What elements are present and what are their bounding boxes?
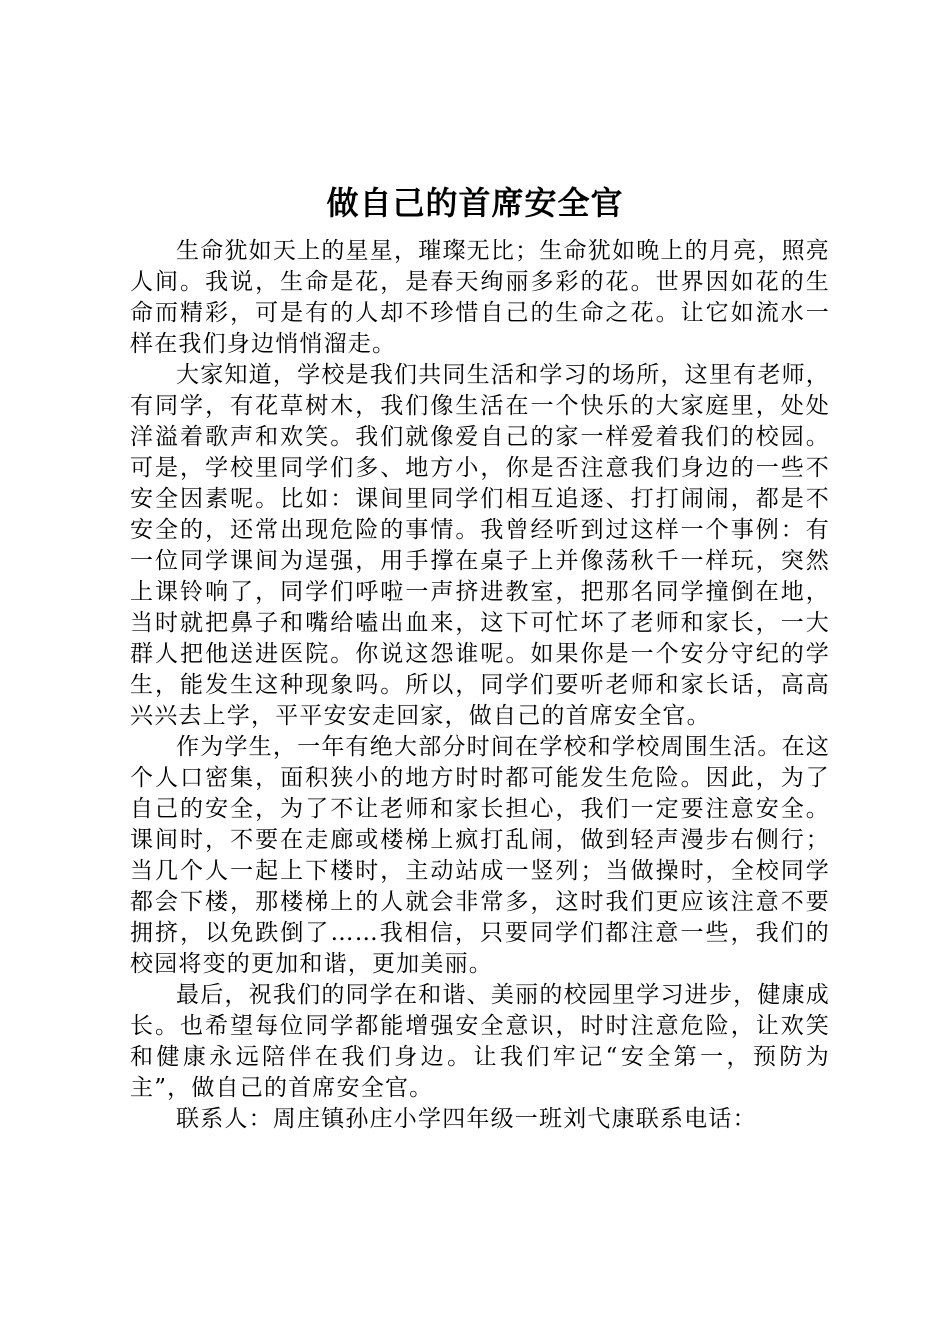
paragraph-intro: 生命犹如天上的星星，璀璨无比；生命犹如晚上的月亮，照亮人间。我说，生命是花，是春天绚丽多彩的花。世界因如花的生命而精彩，可是有的人却不珍惜自己的生命之花。让它如流水一样在我们身边悄悄溜走。 — [130, 238, 830, 357]
document-body — [130, 236, 830, 1135]
paragraph-conclusion: 最后，祝我们的同学在和谐、美丽的校园里学习进步，健康成长。也希望每位同学都能增强安全意识，时时注意危险，让欢笑和健康永远陪伴在我们身边。让我们牢记“安全第一，预防为主”，做自己的首席安全官。 — [130, 982, 830, 1101]
document-title: 做自己的首席安全官 — [326, 184, 624, 222]
paragraph-contact: 联系人：周庄镇孙庄小学四年级一班刘弋康联系电话： — [176, 1106, 757, 1132]
paragraph-safety-tips: 作为学生，一年有绝大部分时间在学校和学校周围生活。在这个人口密集，面积狭小的地方时时都可能发生危险。因此，为了自己的安全，为了不让老师和家长担心，我们一定要注意安全。课间时，不要在走廊或楼梯上疯打乱闹，做到轻声漫步右侧行；当几个人一起上下楼时，主动站成一竖列；当做操时，全校同学都会下楼，那楼梯上的人就会非常多，这时我们更应该注意不要拥挤，以免跌倒了……我相信，只要同学们都注意一些，我们的校园将变的更加和谐，更加美丽。 — [130, 734, 830, 977]
paragraph-school: 大家知道，学校是我们共同生活和学习的场所，这里有老师，有同学，有花草树木，我们像生活在一个快乐的大家庭里，处处洋溢着歌声和欢笑。我们就像爱自己的家一样爱着我们的校园。可是，学校里同学们多、地方小，你是否注意我们身边的一些不安全因素呢。比如：课间里同学们相互追逐、打打闹闹，都是不安全的，还常出现危险的事情。我曾经听到过这样一个事例：有一位同学课间为逞强，用手撑在桌子上并像荡秋千一样玩，突然上课铃响了，同学们呼啦一声挤进教室，把那名同学撞倒在地，当时就把鼻子和嘴给嗑出血来，这下可忙坏了老师和家长，一大群人把他送进医院。你说这怨谁呢。如果你是一个安分守纪的学生，能发生这种现象吗。所以，同学们要听老师和家长话，高高兴兴去上学，平平安安走回家，做自己的首席安全官。 — [130, 362, 830, 729]
